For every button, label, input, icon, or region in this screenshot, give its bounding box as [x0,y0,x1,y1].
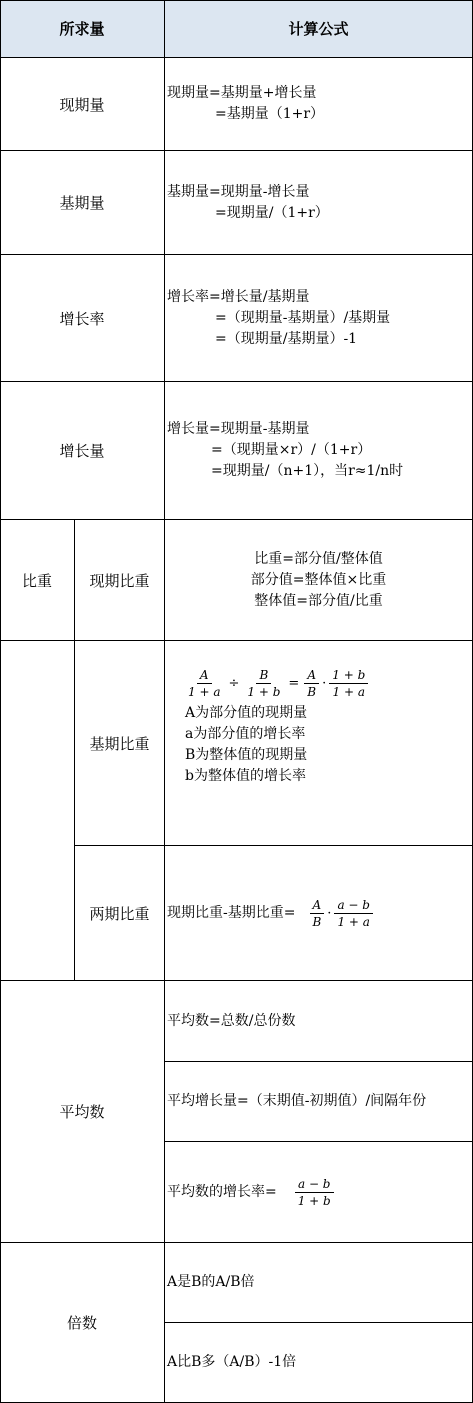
frac2-num: B [256,668,271,684]
tp-frac2-num: a − b [334,898,373,914]
frac4-num: 1 + b [329,668,368,684]
row-growth-rate-label-text: 增长率 [59,309,105,328]
two-period-text: 现期比重-基期比重= [167,904,296,921]
ratio-current-line2: 部分值=整体值×比重 [250,571,387,588]
current-line2: =基期量（1+r） [215,106,325,122]
multiple-f2: A比B多（A/B）-1倍 [167,1354,297,1370]
multiple-f1: A是B的A/B倍 [167,1274,255,1290]
op-dot: · [322,675,327,691]
row-ratio-current-formula [165,520,473,641]
ratio-base-note2: a为部分值的增长率 [185,726,306,742]
row-multiple-formula-1 [165,1243,473,1323]
frac-b-over-1pb [244,668,283,699]
row-ratio-two-period-label [75,846,165,981]
average-f3-text: 平均数的增长率= [167,1183,277,1200]
multiple-label-text: 倍数 [66,1314,97,1332]
ratio-base-label-text: 基期比重 [89,734,150,753]
frac-1pb-over-1pa [329,668,368,699]
op-equals: = [288,675,300,691]
growth-amount-line2: =（现期量×r）/（1+r） [211,442,372,458]
row-multiple-formula-2 [165,1323,473,1403]
tp-frac1-num: A [310,898,325,914]
average-f2: 平均增长量=（末期值-初期值）/间隔年份 [167,1093,427,1109]
row-base-label-text: 基期量 [59,194,105,212]
average-growth-equation [167,1177,472,1208]
frac-a-over-1pa [185,668,223,699]
ratio-base-note3: B为整体值的现期量 [185,747,308,763]
ratio-group-label [0,520,75,641]
growth-amount-line3: =现期量/（n+1），当r≈1/n时 [211,463,404,479]
frac3-den: B [307,684,317,699]
frac1-den: 1 + a [188,684,221,699]
row-growth-rate-label [0,255,165,382]
ratio-two-period-label-text: 两期比重 [89,904,150,923]
average-label-text: 平均数 [59,1103,105,1121]
current-line1: 现期量=基期量+增长量 [167,85,317,101]
row-current-label [0,58,165,151]
tp-op-dot: · [327,905,332,921]
row-growth-rate-formula [165,255,473,382]
row-average-label [0,981,165,1243]
tp-frac1-den: B [312,914,322,929]
tp-frac2-den: 1 + a [337,914,370,929]
growth-rate-line2: =（现期量-基期量）/基期量 [215,309,391,326]
op-divide: ÷ [228,675,240,691]
frac-amb-over-1pb [295,1177,334,1208]
ratio-base-note1: A为部分值的现期量 [185,705,308,721]
header-formula-text: 计算公式 [288,20,349,38]
avg-frac-num: a − b [295,1177,334,1193]
row-current-label-text: 现期量 [59,95,105,114]
frac-a-over-b [304,668,319,699]
ratio-current-line3: 整体值=部分值/比重 [254,592,383,609]
frac3-num: A [304,668,319,684]
row-ratio-two-period-formula [165,846,473,981]
row-average-formula-3 [165,1142,473,1243]
header-quantity-text: 所求量 [59,20,105,38]
avg-frac-den: 1 + b [297,1193,331,1208]
frac1-num: A [197,668,212,684]
growth-rate-line1: 增长率=增长量/基期量 [167,288,310,305]
frac-a-over-b-2 [309,898,324,929]
row-base-label [0,151,165,255]
ratio-group-label-text: 比重 [21,571,52,590]
ratio-group-spacer [0,641,75,981]
header-formula [165,0,473,58]
ratio-current-line1: 比重=部分值/整体值 [254,550,383,567]
row-ratio-base-formula [165,641,473,846]
row-ratio-current-label [75,520,165,641]
ratio-current-label-text: 现期比重 [89,571,150,590]
row-growth-amount-label-text: 增长量 [59,442,105,460]
ratio-base-note4: b为整体值的增长率 [185,768,306,784]
two-period-equation [167,898,472,929]
base-ratio-equation [167,663,472,703]
base-line1: 基期量=现期量-增长量 [167,183,310,200]
frac2-den: 1 + b [247,684,281,699]
average-f1: 平均数=总数/总份数 [167,1012,296,1029]
growth-rate-line3: =（现期量/基期量）-1 [215,330,358,347]
row-growth-amount-label [0,382,165,520]
frac-amb-over-1pa [334,898,373,929]
row-ratio-base-label [75,641,165,846]
row-multiple-label [0,1243,165,1403]
row-current-formula [165,58,473,151]
header-quantity [0,0,165,58]
frac4-den: 1 + a [332,684,365,699]
row-average-formula-1 [165,981,473,1062]
row-average-formula-2 [165,1062,473,1142]
row-base-formula [165,151,473,255]
growth-amount-line1: 增长量=现期量-基期量 [167,421,310,437]
row-growth-amount-formula [165,382,473,520]
base-line2: =现期量/（1+r） [215,204,329,221]
